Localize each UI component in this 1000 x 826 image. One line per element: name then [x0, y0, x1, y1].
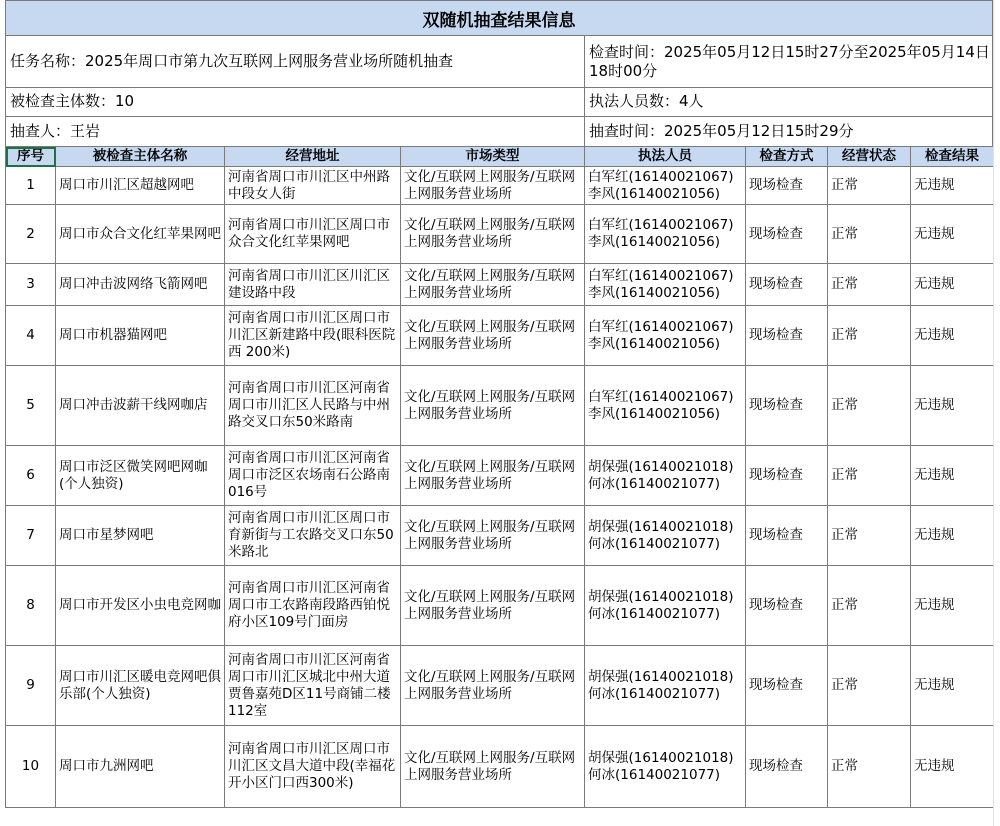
cell-address[interactable]: 河南省周口市川汇区周口市众合文化红苹果网吧 — [225, 205, 401, 264]
cell-address[interactable]: 河南省周口市川汇区河南省周口市川汇区人民路与中州路交叉口东50米路南 — [225, 366, 401, 446]
cell-check-method[interactable]: 现场检查 — [746, 726, 828, 808]
cell-market-type[interactable]: 文化/互联网上网服务/互联网上网服务营业场所 — [401, 646, 585, 726]
cell-business-status[interactable]: 正常 — [828, 205, 911, 264]
check-time-cell[interactable]: 检查时间：2025年05月12日15时27分至2025年05月14日18时00分 — [584, 36, 993, 88]
cell-subject-name[interactable]: 周口市开发区小虫电竞网咖 — [56, 566, 225, 646]
cell-index[interactable]: 6 — [6, 446, 56, 506]
cell-check-result[interactable]: 无违规 — [911, 264, 994, 306]
officer-count-cell[interactable]: 执法人员数：4人 — [584, 87, 993, 117]
cell-index[interactable]: 10 — [6, 726, 56, 808]
cell-business-status[interactable]: 正常 — [828, 446, 911, 506]
table-row — [6, 506, 994, 566]
table-row — [6, 366, 994, 446]
cell-market-type[interactable]: 文化/互联网上网服务/互联网上网服务营业场所 — [401, 205, 585, 264]
cell-index[interactable]: 9 — [6, 646, 56, 726]
cell-subject-name[interactable]: 周口市机器猫网吧 — [56, 306, 225, 366]
cell-address[interactable]: 河南省周口市川汇区周口市川汇区新建路中段(眼科医院西 200米) — [225, 306, 401, 366]
cell-market-type[interactable]: 文化/互联网上网服务/互联网上网服务营业场所 — [401, 566, 585, 646]
header-business-status[interactable]: 经营状态 — [828, 147, 911, 167]
cell-subject-name[interactable]: 周口市星梦网吧 — [56, 506, 225, 566]
cell-business-status[interactable]: 正常 — [828, 264, 911, 306]
cell-officers[interactable]: 胡保强(16140021018)何冰(16140021077) — [585, 646, 746, 726]
cell-check-result[interactable]: 无违规 — [911, 205, 994, 264]
header-index[interactable]: 序号 — [6, 147, 56, 167]
header-row — [6, 147, 994, 167]
cell-business-status[interactable]: 正常 — [828, 646, 911, 726]
cell-business-status[interactable]: 正常 — [828, 726, 911, 808]
header-officers[interactable]: 执法人员 — [585, 147, 746, 167]
cell-check-result[interactable]: 无违规 — [911, 306, 994, 366]
cell-subject-name[interactable]: 周口冲击波网络飞箭网吧 — [56, 264, 225, 306]
cell-officers[interactable]: 白军红(16140021067)李风(16140021056) — [585, 366, 746, 446]
cell-subject-name[interactable]: 周口市川汇区暖电竞网吧俱乐部(个人独资) — [56, 646, 225, 726]
subject-count-cell[interactable]: 被检查主体数：10 — [5, 87, 585, 117]
column-gridline — [993, 0, 994, 826]
cell-address[interactable]: 河南省周口市川汇区周口市川汇区文昌大道中段(幸福花开小区门口西300米) — [225, 726, 401, 808]
cell-check-method[interactable]: 现场检查 — [746, 366, 828, 446]
table-row — [6, 264, 994, 306]
header-subject-name[interactable]: 被检查主体名称 — [56, 147, 225, 167]
cell-officers[interactable]: 白军红(16140021067)李风(16140021056) — [585, 264, 746, 306]
inspector-cell[interactable]: 抽查人：王岩 — [5, 116, 585, 147]
cell-subject-name[interactable]: 周口市川汇区超越网吧 — [56, 167, 225, 205]
table-row — [6, 167, 994, 205]
cell-check-result[interactable]: 无违规 — [911, 566, 994, 646]
cell-officers[interactable]: 胡保强(16140021018)何冰(16140021077) — [585, 446, 746, 506]
cell-market-type[interactable]: 文化/互联网上网服务/互联网上网服务营业场所 — [401, 167, 585, 205]
cell-subject-name[interactable]: 周口冲击波薪干线网咖店 — [56, 366, 225, 446]
header-address[interactable]: 经营地址 — [225, 147, 401, 167]
cell-check-method[interactable]: 现场检查 — [746, 264, 828, 306]
cell-address[interactable]: 河南省周口市川汇区中州路中段女人街 — [225, 167, 401, 205]
task-name-cell[interactable]: 任务名称：2025年周口市第九次互联网上网服务营业场所随机抽查 — [5, 36, 585, 88]
cell-officers[interactable]: 白军红(16140021067)李风(16140021056) — [585, 205, 746, 264]
cell-index[interactable]: 1 — [6, 167, 56, 205]
cell-check-result[interactable]: 无违规 — [911, 646, 994, 726]
sheet-title[interactable]: 双随机抽查结果信息 — [5, 0, 993, 36]
cell-officers[interactable]: 白军红(16140021067)李风(16140021056) — [585, 306, 746, 366]
table-row — [6, 566, 994, 646]
cell-subject-name[interactable]: 周口市众合文化红苹果网吧 — [56, 205, 225, 264]
cell-address[interactable]: 河南省周口市川汇区河南省周口市泛区农场南石公路南016号 — [225, 446, 401, 506]
table-row — [6, 726, 994, 808]
cell-market-type[interactable]: 文化/互联网上网服务/互联网上网服务营业场所 — [401, 726, 585, 808]
cell-index[interactable]: 5 — [6, 366, 56, 446]
cell-check-method[interactable]: 现场检查 — [746, 167, 828, 205]
cell-officers[interactable]: 胡保强(16140021018)何冰(16140021077) — [585, 506, 746, 566]
cell-check-result[interactable]: 无违规 — [911, 446, 994, 506]
header-check-result[interactable]: 检查结果 — [911, 147, 994, 167]
cell-business-status[interactable]: 正常 — [828, 506, 911, 566]
results-table — [5, 146, 994, 808]
cell-address[interactable]: 河南省周口市川汇区周口市育新街与工农路交叉口东50米路北 — [225, 506, 401, 566]
cell-address[interactable]: 河南省周口市川汇区河南省周口市川汇区城北中州大道贾鲁嘉苑D区11号商铺二楼112室 — [225, 646, 401, 726]
cell-address[interactable]: 河南省周口市川汇区川汇区建设路中段 — [225, 264, 401, 306]
cell-officers[interactable]: 白军红(16140021067)李风(16140021056) — [585, 167, 746, 205]
cell-index[interactable]: 2 — [6, 205, 56, 264]
cell-market-type[interactable]: 文化/互联网上网服务/互联网上网服务营业场所 — [401, 306, 585, 366]
cell-business-status[interactable]: 正常 — [828, 167, 911, 205]
cell-officers[interactable]: 胡保强(16140021018)何冰(16140021077) — [585, 726, 746, 808]
cell-index[interactable]: 4 — [6, 306, 56, 366]
table-row — [6, 446, 994, 506]
cell-index[interactable]: 3 — [6, 264, 56, 306]
cell-check-method[interactable]: 现场检查 — [746, 446, 828, 506]
cell-business-status[interactable]: 正常 — [828, 306, 911, 366]
cell-check-result[interactable]: 无违规 — [911, 726, 994, 808]
cell-business-status[interactable]: 正常 — [828, 366, 911, 446]
cell-check-result[interactable]: 无违规 — [911, 506, 994, 566]
table-row — [6, 646, 994, 726]
cell-subject-name[interactable]: 周口市九洲网吧 — [56, 726, 225, 808]
cell-check-method[interactable]: 现场检查 — [746, 646, 828, 726]
cell-check-result[interactable]: 无违规 — [911, 366, 994, 446]
cell-market-type[interactable]: 文化/互联网上网服务/互联网上网服务营业场所 — [401, 446, 585, 506]
cell-check-method[interactable]: 现场检查 — [746, 306, 828, 366]
cell-subject-name[interactable]: 周口市泛区微笑网吧网咖(个人独资) — [56, 446, 225, 506]
sample-time-cell[interactable]: 抽查时间：2025年05月12日15时29分 — [584, 116, 993, 147]
cell-check-method[interactable]: 现场检查 — [746, 566, 828, 646]
cell-check-method[interactable]: 现场检查 — [746, 205, 828, 264]
cell-market-type[interactable]: 文化/互联网上网服务/互联网上网服务营业场所 — [401, 506, 585, 566]
header-check-method[interactable]: 检查方式 — [746, 147, 828, 167]
cell-market-type[interactable]: 文化/互联网上网服务/互联网上网服务营业场所 — [401, 366, 585, 446]
cell-check-result[interactable]: 无违规 — [911, 167, 994, 205]
cell-officers[interactable]: 胡保强(16140021018)何冰(16140021077) — [585, 566, 746, 646]
cell-index[interactable]: 8 — [6, 566, 56, 646]
table-row — [6, 306, 994, 366]
cell-market-type[interactable]: 文化/互联网上网服务/互联网上网服务营业场所 — [401, 264, 585, 306]
table-row — [6, 205, 994, 264]
header-market-type[interactable]: 市场类型 — [401, 147, 585, 167]
cell-address[interactable]: 河南省周口市川汇区河南省周口市工农路南段路西铂悦府小区109号门面房 — [225, 566, 401, 646]
cell-index[interactable]: 7 — [6, 506, 56, 566]
cell-check-method[interactable]: 现场检查 — [746, 506, 828, 566]
cell-business-status[interactable]: 正常 — [828, 566, 911, 646]
